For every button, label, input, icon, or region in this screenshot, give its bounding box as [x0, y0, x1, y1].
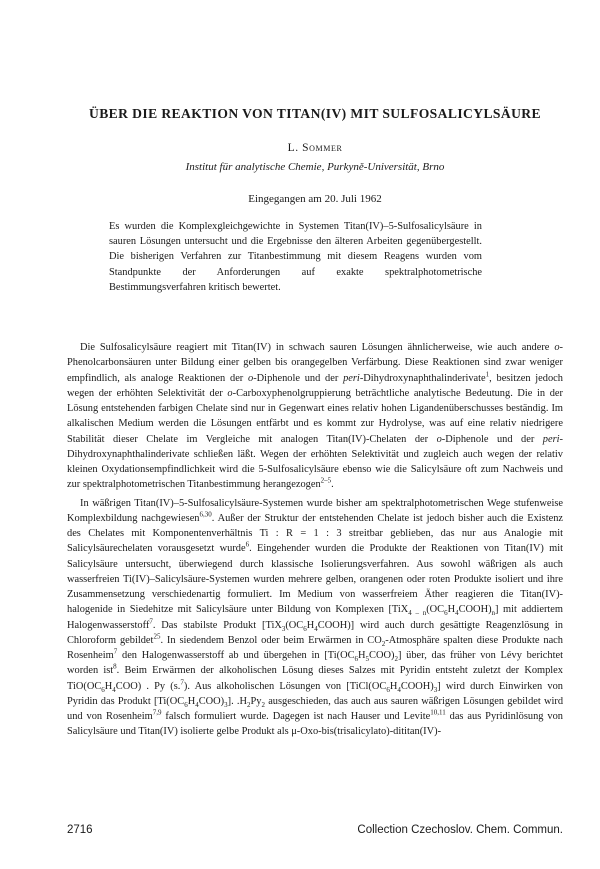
reference-marker: 2–5 — [320, 476, 332, 485]
page-number: 2716 — [67, 824, 93, 836]
reference-marker: 7 — [113, 647, 118, 656]
reference-marker: 6 — [245, 540, 250, 549]
reference-marker: 7,9 — [152, 708, 162, 717]
reference-marker: 25 — [153, 632, 161, 641]
reference-marker: 6,30 — [199, 510, 212, 519]
author-affiliation: Institut für analytische Chemie, Purkyně-Universität, Brno — [185, 161, 445, 173]
received-date: Eingegangen am 20. Juli 1962 — [248, 193, 382, 205]
article-title: ÜBER DIE REAKTION VON TITAN(IV) MIT SULFOSALICYLSÄURE — [89, 106, 541, 121]
author-name: L. Sommer — [287, 142, 343, 154]
reference-marker: 10,11 — [430, 708, 446, 717]
reference-marker: 8 — [113, 662, 117, 671]
reference-marker: 7 — [180, 678, 184, 687]
abstract: Es wurden die Komplexgleichgewichte in Systemen Titan(IV)–5-Sulfosalicylsäure in sauren Lösungen untersucht und die Ergebnisse den älteren Arbeiten gegenübergestellt. Die bisherigen Verfahren zur Titanbestimmung mit diesem Reagens wurden vom Standpunkte der Anforderungen auf exakte spektralphotometrische Bestimmungsverfahren kritisch bewertet. — [109, 221, 482, 293]
paragraph-1: Die Sulfosalicylsäure reagiert mit Titan(IV) in schwach sauren Lösungen ähnlicherweise, wie auch andere o-Phenolcarbonsäuren unter Bildung einer gelben bis orangegelben Verfärbung. Diese Reaktionen sind zwar weniger empfindlich, als analoge Reaktionen der o-Diphenole und der peri-Dihydroxynaphthalinderivate$^1$, besitzen jedoch wegen der erhöhten Selektivität der o-Carboxyphenolgruppierung beträchtliche analytische Bedeutung. Die in der Lösung entstehenden farbigen Chelate sind nur in Gegenwart eines relativ hohen Ligandenüberschusses beständig. Im alkalischen Medium werden die Lösungen entfärbt und es kommt zur Hydrolyse, was auf eine relativ niedrigere Stabilität dieser Chelate im Vergleiche mit analogen Titan(IV)-Chelaten der o-Diphenole und der peri-Dihydroxynaphthalinderivate schließen läßt. Wegen der erhöhten Selektivität und zugleich auch wegen der relativ kleinen Oxydationsempfindlichkeit wird die 5-Sulfosalicylsäure ebenso wie die Salicylsäure oft zum Nachweis und zur spektralphotometrischen Titanbestimmung herangezogen$^{2-5}$. — [67, 342, 563, 491]
journal-name: Collection Czechoslov. Chem. Commun. — [357, 824, 563, 836]
paragraph-2: In wäßrigen Titan(IV)–5-Sulfosalicylsäure-Systemen wurde bisher am spektralphotometrischen Wege stufenweise Komplexbildung nachgewiesen$^{6,30}$. Außer der Struktur der entstehenden Chelate ist jedoch bisher auch die Existenz des Chelates mit Komponentenverhältnis Ti : R = 1 : 3 streitbar geblieben, das nur aus Analogie mit Salicylsäurechelaten vorausgesetzt wurde$^6$. Eingehender wurden die Produkte der Reaktionen von Titan(IV) mit Salicylsäure untersucht, überwiegend durch klassische Isolierungsverfahren. Aus sowohl wäßrigen als auch wasserfreien Ti(IV)–Salicylsäure-Systemen wurden mehrere gelben, orangenen oder roten Produkte isoliert und ihre Zusammensetzung verschiedenartig formuliert. Im Medium von wasserfreiem Äther reagieren die Titan(IV)-halogenide in Siedehitze mit Salicylsäure unter Bildung von Komplexen $[TiX_{4 - n}(OC_6H_4COOH)_n]$ mit addiertem Halogenwasserstoff$^7$. Das stabilste Produkt $[TiX_3(OC_6H_4COOH)]$ wird auch durch gesättigte Reagenzlösung in Chloroform gebildet$^{25}$. In siedendem Benzol oder beim Erwärmen in $CO_2$-Atmosphäre spalten diese Produkte nach Rosenheim$^7$ den Halogenwasserstoff ab und übergehen in $[Ti(OC_6H_5COO)_2]$ über, das früher von Lévy berichtet worden ist$^8$. Beim Erwärmen der alkoholischen Lösung dieses Salzes mit Pyridin entsteht zuletzt der Komplex $TiO(OC_6H_4COO)$ . Py (s.$^7$). Aus alkoholischen Lösungen von $[TiCl(OC_6H_4COOH)_3]$ wird durch Einwirken von Pyridin das Produkt $[Ti(OC_6H_4COO)_3]$. $.H_2Py_2$ ausgeschieden, das auch aus sauren wäßrigen Lösungen gebildet wird und von Rosenheim$^{7,9}$ falsch formuliert wurde. Dagegen ist nach Hauser und Levite$^{10,11}$ das aus Pyridinlösung von Salicylsäure und Titan(IV) isolierte gelbe Produkt als μ-Oxo-bis(trisalicylato)-dititan(IV)- — [67, 497, 564, 738]
article-body — [67, 340, 563, 740]
reference-marker: 1 — [485, 370, 490, 379]
reference-marker: 7 — [149, 617, 153, 626]
